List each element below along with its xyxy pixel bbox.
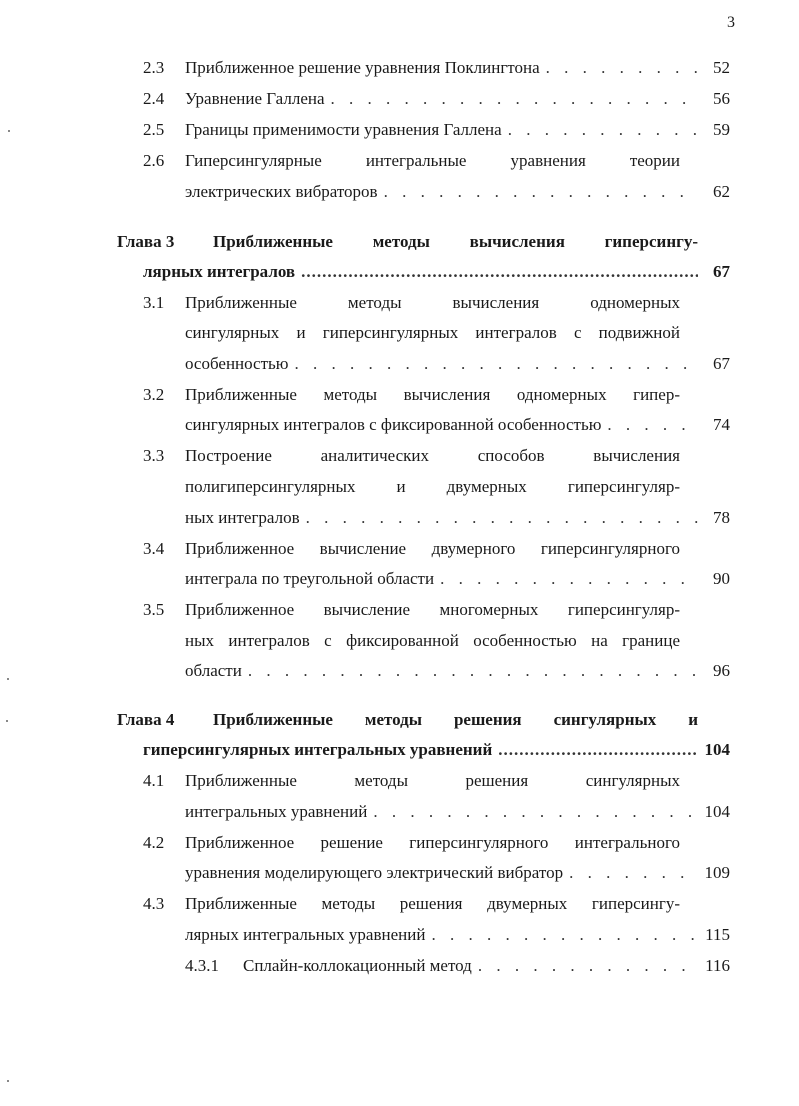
toc-chapter-3[interactable]	[0, 229, 799, 255]
page-ref: 104	[704, 802, 730, 821]
scan-speck	[7, 1080, 9, 1082]
page-ref: 62	[713, 182, 730, 201]
chapter-title-line2: гиперсингулярных интегральных уравнений	[143, 740, 493, 759]
section-title-line2: сингулярных интегралов с фиксированной особенностью	[185, 415, 602, 434]
dot-leader	[546, 55, 698, 81]
dot-leader	[248, 658, 698, 684]
section-title-line1: Приближенные методы решения двумерных гиперсингу-	[185, 894, 680, 913]
chapter-title-line2: лярных интегралов	[143, 262, 296, 281]
section-number: 3.2	[143, 385, 165, 404]
toc-entry-4-2-cont[interactable]	[0, 860, 799, 886]
section-number: 4.1	[143, 771, 165, 790]
section-title-line3: области	[185, 661, 242, 680]
scan-speck	[6, 720, 8, 722]
page-ref: 59	[713, 120, 730, 139]
toc-entry-3-3-cont[interactable]	[0, 474, 799, 500]
toc-entry-2-4[interactable]	[0, 86, 799, 112]
toc-entry-2-5[interactable]	[0, 117, 799, 143]
section-title: Границы применимости уравнения Галлена	[185, 120, 502, 139]
toc-entry-3-1[interactable]	[0, 290, 799, 316]
toc-chapter-4[interactable]	[0, 707, 799, 733]
dot-leader	[569, 860, 698, 886]
section-title-line2: уравнения моделирующего электрический вибратор	[185, 863, 564, 882]
toc-entry-3-3[interactable]	[0, 443, 799, 469]
toc-entry-2-6[interactable]	[0, 148, 799, 174]
section-title-line3: особенностью	[185, 354, 289, 373]
section-title-line2: полигиперсингулярных и двумерных гиперсингуляр-	[185, 477, 680, 496]
toc-entry-4-2[interactable]	[0, 830, 799, 856]
chapter-label: Глава 3	[117, 232, 175, 251]
page-ref: 116	[705, 956, 730, 975]
chapter-title-line1: Приближенные методы вычисления гиперсингу-	[213, 232, 698, 251]
toc-entry-4-3-cont[interactable]	[0, 922, 799, 948]
section-title-line2: электрических вибраторов	[185, 182, 378, 201]
toc-entry-3-4[interactable]	[0, 536, 799, 562]
page-ref: 56	[713, 89, 730, 108]
section-number: 3.1	[143, 293, 165, 312]
toc-chapter-4-cont[interactable]	[0, 737, 799, 763]
section-title: Приближенное решение уравнения Поклингтона	[185, 58, 540, 77]
toc-chapter-3-cont[interactable]	[0, 259, 799, 285]
dot-leader	[498, 737, 698, 763]
section-title-line2: ных интегралов с фиксированной особенностью на границе	[185, 631, 680, 650]
section-number: 2.4	[143, 89, 165, 108]
toc-entry-3-2-cont[interactable]	[0, 412, 799, 438]
page-ref: 78	[713, 508, 730, 527]
section-title-line1: Приближенное вычисление двумерного гиперсингулярного	[185, 539, 680, 558]
subsection-title: Сплайн-коллокационный метод	[243, 956, 472, 975]
section-title-line2: интеграла по треугольной области	[185, 569, 435, 588]
section-title-line2: лярных интегральных уравнений	[185, 925, 426, 944]
page-ref: 52	[713, 58, 730, 77]
toc-entry-4-3-1[interactable]	[0, 953, 799, 979]
page-ref: 74	[713, 415, 730, 434]
toc-entry-3-4-cont[interactable]	[0, 566, 799, 592]
page-ref: 104	[704, 740, 730, 759]
section-title: Уравнение Галлена	[185, 89, 325, 108]
toc-entry-3-2[interactable]	[0, 382, 799, 408]
section-title-line1: Приближенные методы вычисления одномерных гипер-	[185, 385, 680, 404]
section-number: 4.2	[143, 833, 165, 852]
section-title-line1: Построение аналитических способов вычисления	[185, 446, 680, 465]
toc-entry-4-3[interactable]	[0, 891, 799, 917]
dot-leader	[508, 117, 698, 143]
section-number: 3.5	[143, 600, 165, 619]
dot-leader	[431, 922, 698, 948]
toc-entry-3-5[interactable]	[0, 597, 799, 623]
section-title-line1: Приближенное вычисление многомерных гиперсингуляр-	[185, 600, 680, 619]
dot-leader	[607, 412, 698, 438]
section-number: 4.3	[143, 894, 165, 913]
toc-entry-3-5-cont2[interactable]	[0, 658, 799, 684]
toc-entry-4-1-cont[interactable]	[0, 799, 799, 825]
dot-leader	[295, 351, 699, 377]
toc-entry-3-1-cont[interactable]	[0, 320, 799, 346]
section-title-line3: ных интегралов	[185, 508, 300, 527]
dot-leader	[331, 86, 698, 112]
scan-speck	[7, 678, 9, 680]
dot-leader	[478, 953, 698, 979]
section-number: 2.6	[143, 151, 165, 170]
toc-entry-2-3[interactable]	[0, 55, 799, 81]
section-title-line2: интегральных уравнений	[185, 802, 368, 821]
section-title-line1: Приближенные методы решения сингулярных	[185, 771, 680, 790]
toc-entry-3-3-cont2[interactable]	[0, 505, 799, 531]
toc-entry-4-1[interactable]	[0, 768, 799, 794]
chapter-label: Глава 4	[117, 710, 175, 729]
section-number: 2.5	[143, 120, 165, 139]
dot-leader	[384, 179, 698, 205]
page-ref: 90	[713, 569, 730, 588]
subsection-number: 4.3.1	[185, 956, 219, 975]
toc-entry-3-5-cont[interactable]	[0, 628, 799, 654]
page-ref: 96	[713, 661, 730, 680]
scan-speck	[8, 130, 10, 132]
page-ref: 67	[713, 262, 730, 281]
dot-leader	[306, 505, 698, 531]
section-title-line1: Приближенное решение гиперсингулярного интегрального	[185, 833, 680, 852]
section-title-line2: сингулярных и гиперсингулярных интегралов с подвижной	[185, 323, 680, 342]
toc-entry-3-1-cont2[interactable]	[0, 351, 799, 377]
page-ref: 115	[705, 925, 730, 944]
chapter-title-line1: Приближенные методы решения сингулярных и	[213, 710, 698, 729]
dot-leader	[301, 259, 698, 285]
page-ref: 109	[704, 863, 730, 882]
dot-leader	[440, 566, 698, 592]
section-number: 3.3	[143, 446, 165, 465]
toc-entry-2-6-cont[interactable]	[0, 179, 799, 205]
page-ref: 67	[713, 354, 730, 373]
section-title-line1: Приближенные методы вычисления одномерных	[185, 293, 680, 312]
section-number: 2.3	[143, 58, 165, 77]
section-number: 3.4	[143, 539, 165, 558]
section-title-line1: Гиперсингулярные интегральные уравнения теории	[185, 151, 680, 170]
dot-leader	[373, 799, 698, 825]
page-number: 3	[727, 14, 735, 31]
